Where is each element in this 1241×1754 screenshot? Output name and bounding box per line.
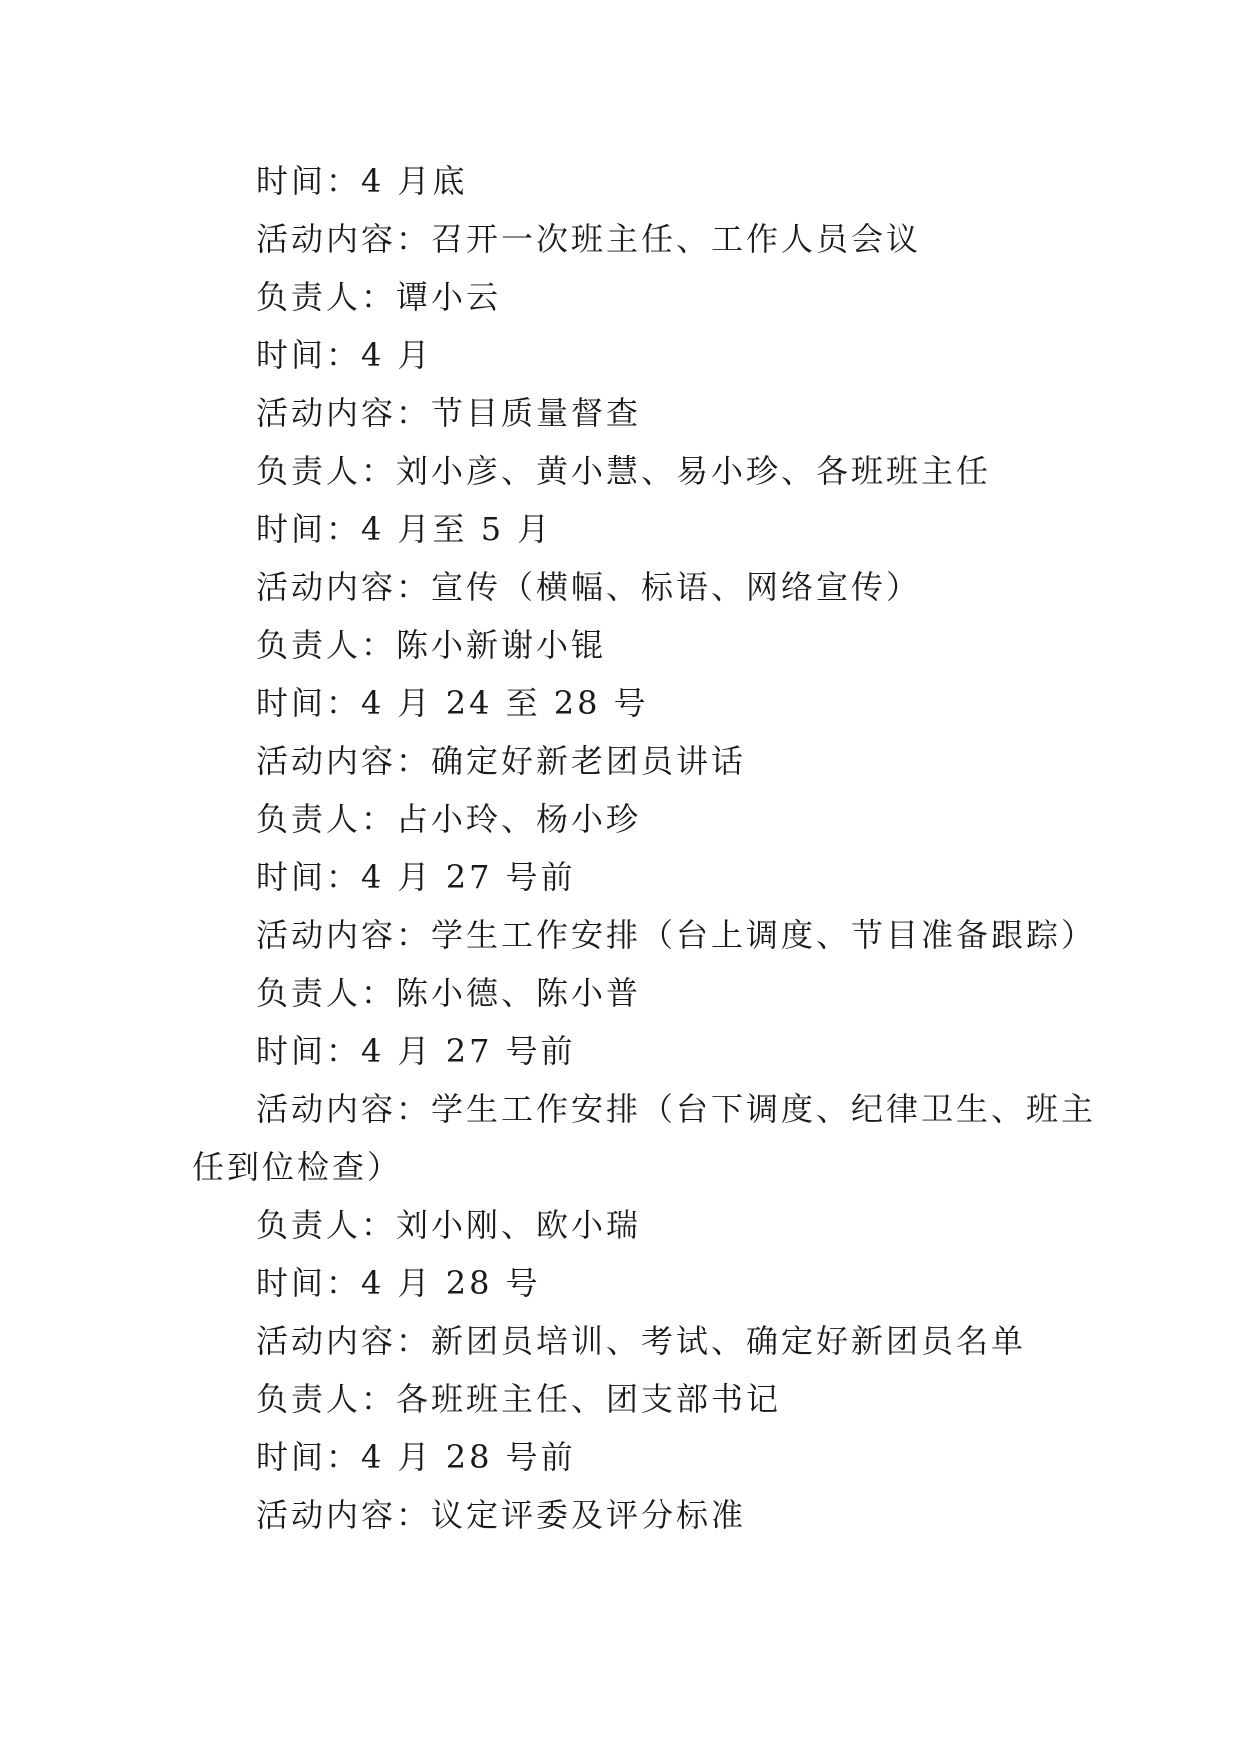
document-body	[0, 152, 1241, 1544]
activity-line-continuation: 任到位检查）	[192, 1148, 403, 1186]
time-line: 时间：4 月 27 号前	[256, 858, 576, 896]
time-line: 时间：4 月 28 号前	[256, 1438, 576, 1476]
owner-line: 负责人：陈小新谢小锟	[256, 626, 607, 664]
activity-line: 活动内容：学生工作安排（台下调度、纪律卫生、班主	[256, 1090, 1097, 1128]
activity-line: 活动内容：确定好新老团员讲话	[256, 742, 747, 780]
activity-line: 活动内容：议定评委及评分标准	[256, 1496, 747, 1534]
activity-line: 活动内容：宣传（横幅、标语、网络宣传）	[256, 568, 922, 606]
owner-line: 负责人：谭小云	[256, 278, 502, 316]
owner-line: 负责人：占小玲、杨小珍	[256, 800, 642, 838]
time-line: 时间：4 月	[256, 336, 433, 374]
activity-line: 活动内容：学生工作安排（台上调度、节目准备跟踪）	[256, 916, 1097, 954]
activity-line: 活动内容：召开一次班主任、工作人员会议	[256, 220, 922, 258]
time-line: 时间：4 月 24 至 28 号	[256, 684, 649, 722]
owner-line: 负责人：陈小德、陈小普	[256, 974, 642, 1012]
owner-line: 负责人：各班班主任、团支部书记	[256, 1380, 782, 1418]
time-line: 时间：4 月 27 号前	[256, 1032, 576, 1070]
owner-line: 负责人：刘小刚、欧小瑞	[256, 1206, 642, 1244]
owner-line: 负责人：刘小彦、黄小慧、易小珍、各班班主任	[256, 452, 992, 490]
activity-line: 活动内容：节目质量督查	[256, 394, 642, 432]
time-line: 时间：4 月 28 号	[256, 1264, 541, 1302]
time-line: 时间：4 月至 5 月	[256, 510, 553, 548]
time-line: 时间：4 月底	[256, 162, 468, 200]
activity-line: 活动内容：新团员培训、考试、确定好新团员名单	[256, 1322, 1027, 1360]
